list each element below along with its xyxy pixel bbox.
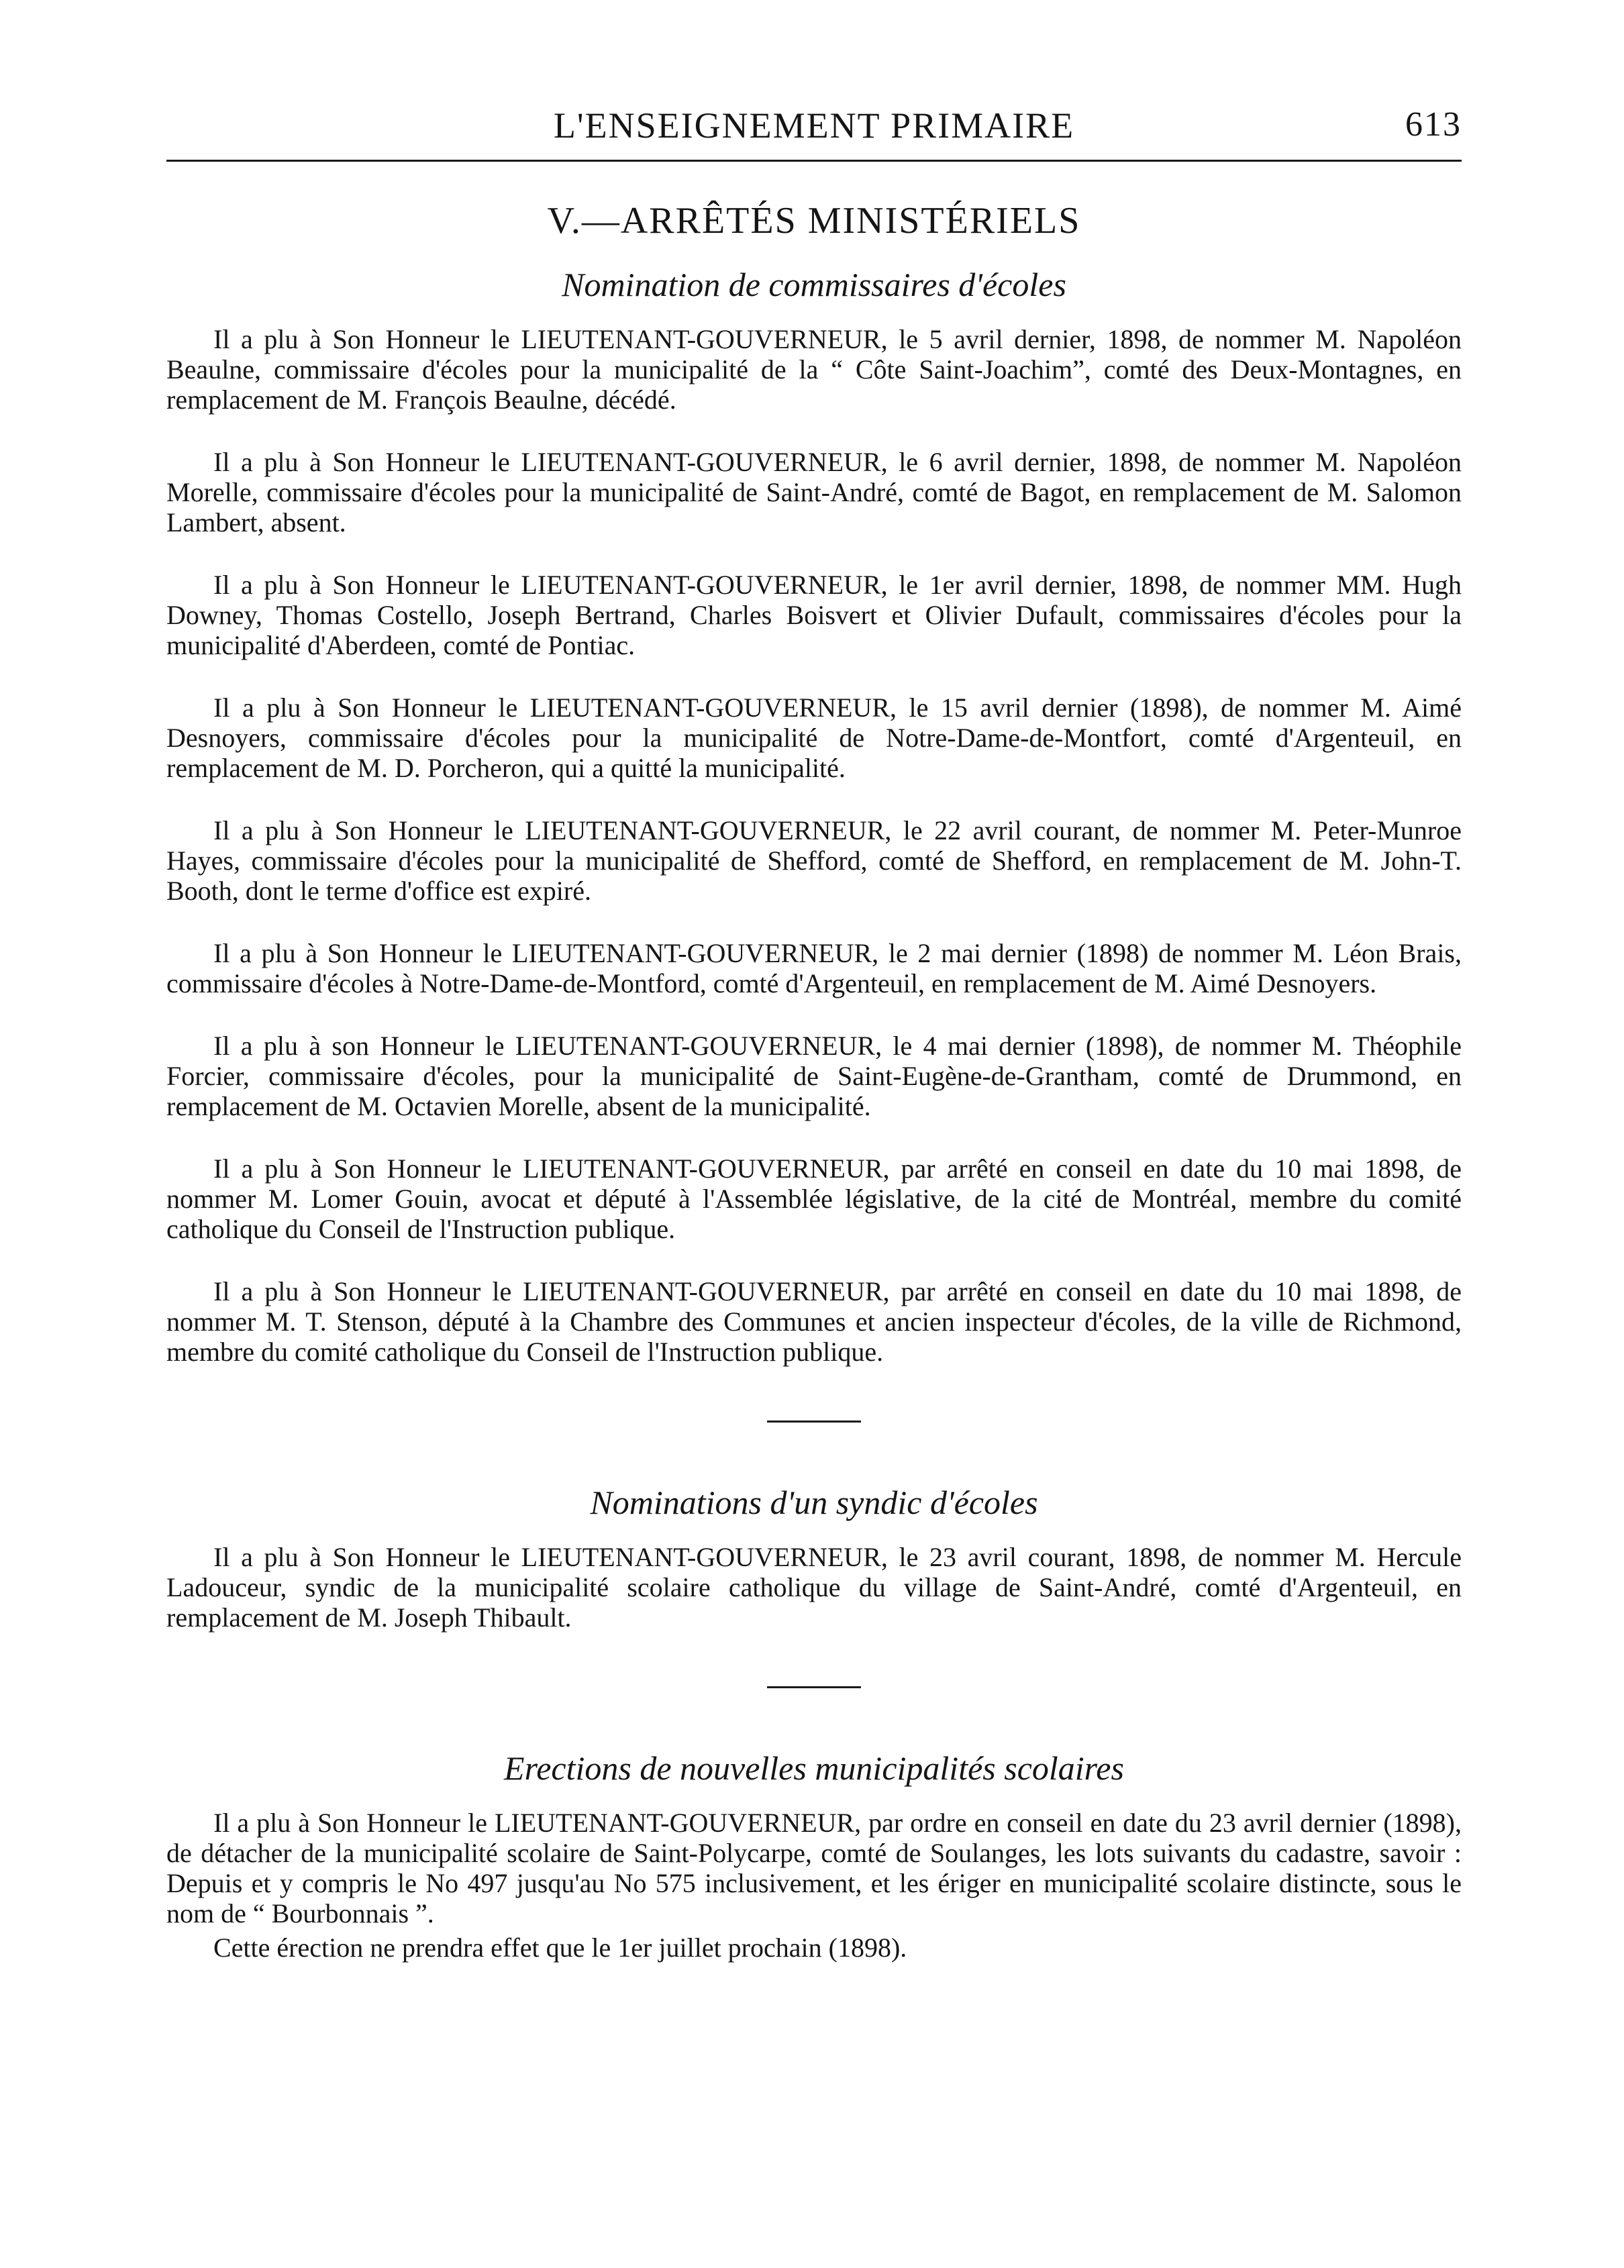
document-page (166, 101, 1462, 1995)
paragraph: Il a plu à Son Honneur le LIEUTENANT-GOUVERNEUR, par arrêté en conseil en date du 10 mai 1898, de nommer M. T. Stenson, député à la Chambre des Communes et ancien inspecteur d'écoles, de la ville de Richmond, membre du comité catholique du Conseil de l'Instruction publique. (166, 1276, 1462, 1367)
section-divider (767, 1421, 861, 1423)
paragraph: Il a plu à Son Honneur le LIEUTENANT-GOUVERNEUR, le 15 avril dernier (1898), de nommer M. Aimé Desnoyers, commissaire d'écoles pour la municipalité de Notre-Dame-de-Montfort, comté d'Argenteuil, en remplacement de M. D. Porcheron, qui a quitté la municipalité. (166, 692, 1462, 783)
paragraph: Il a plu à Son Honneur le LIEUTENANT-GOUVERNEUR, le 2 mai dernier (1898) de nommer M. Léon Brais, commissaire d'écoles à Notre-Dame-de-Montford, comté d'Argenteuil, en remplacement de M. Aimé Desnoyers. (166, 938, 1462, 998)
page-number: 613 (1405, 105, 1462, 144)
paragraph: Il a plu à Son Honneur le LIEUTENANT-GOUVERNEUR, le 22 avril courant, de nommer M. Peter-Munroe Hayes, commissaire d'écoles pour la municipalité de Shefford, comté de Shefford, en remplacement de M. John-T. Booth, dont le terme d'office est expiré. (166, 815, 1462, 906)
subsection-heading: Nominations d'un syndic d'écoles (590, 1484, 1038, 1521)
paragraph: Il a plu à Son Honneur le LIEUTENANT-GOUVERNEUR, le 1er avril dernier, 1898, de nommer MM. Hugh Downey, Thomas Costello, Joseph Bertrand, Charles Boisvert et Olivier Dufault, commissaires d'écoles pour la municipalité d'Aberdeen, comté de Pontiac. (166, 570, 1462, 660)
paragraph: Il a plu à Son Honneur le LIEUTENANT-GOUVERNEUR, le 5 avril dernier, 1898, de nommer M. Napoléon Beaulne, commissaire d'écoles pour la municipalité de la “ Côte Saint-Joachim”, comté des Deux-Montagnes, en remplacement de M. François Beaulne, décédé. (166, 324, 1462, 415)
paragraph: Il a plu à son Honneur le LIEUTENANT-GOUVERNEUR, le 4 mai dernier (1898), de nommer M. Théophile Forcier, commissaire d'écoles, pour la municipalité de Saint-Eugène-de-Grantham, comté de Drummond, en remplacement de M. Octavien Morelle, absent de la municipalité. (166, 1031, 1462, 1121)
section-title: V.—ARRÊTÉS MINISTÉRIELS (547, 200, 1081, 242)
header-rule (166, 160, 1462, 162)
subsection-heading: Nomination de commissaires d'écoles (562, 266, 1066, 303)
section-divider (767, 1686, 861, 1688)
paragraph: Il a plu à Son Honneur le LIEUTENANT-GOUVERNEUR, le 23 avril courant, 1898, de nommer M. Hercule Ladouceur, syndic de la municipalité scolaire catholique du village de Saint-André, comté d'Argenteuil, en remplacement de M. Joseph Thibault. (166, 1542, 1462, 1633)
paragraph: Cette érection ne prendra effet que le 1er juillet prochain (1898). (213, 1932, 907, 1963)
paragraph: Il a plu à Son Honneur le LIEUTENANT-GOUVERNEUR, par ordre en conseil en date du 23 avril dernier (1898), de détacher de la municipalité scolaire de Saint-Polycarpe, comté de Soulanges, les lots suivants du cadastre, savoir : Depuis et y compris le No 497 jusqu'au No 575 inclusivement, et les ériger en municipalité scolaire distincte, sous le nom de “ Bourbonnais ”. (166, 1808, 1462, 1928)
paragraph: Il a plu à Son Honneur le LIEUTENANT-GOUVERNEUR, par arrêté en conseil en date du 10 mai 1898, de nommer M. Lomer Gouin, avocat et député à l'Assemblée législative, de la cité de Montréal, membre du comité catholique du Conseil de l'Instruction publique. (166, 1153, 1462, 1244)
subsection-heading: Erections de nouvelles municipalités scolaires (504, 1749, 1124, 1787)
paragraph: Il a plu à Son Honneur le LIEUTENANT-GOUVERNEUR, le 6 avril dernier, 1898, de nommer M. Napoléon Morelle, commissaire d'écoles pour la municipalité de Saint-André, comté de Bagot, en remplacement de M. Salomon Lambert, absent. (166, 447, 1462, 537)
running-header (166, 101, 1462, 148)
running-title: L'ENSEIGNEMENT PRIMAIRE (553, 105, 1075, 146)
